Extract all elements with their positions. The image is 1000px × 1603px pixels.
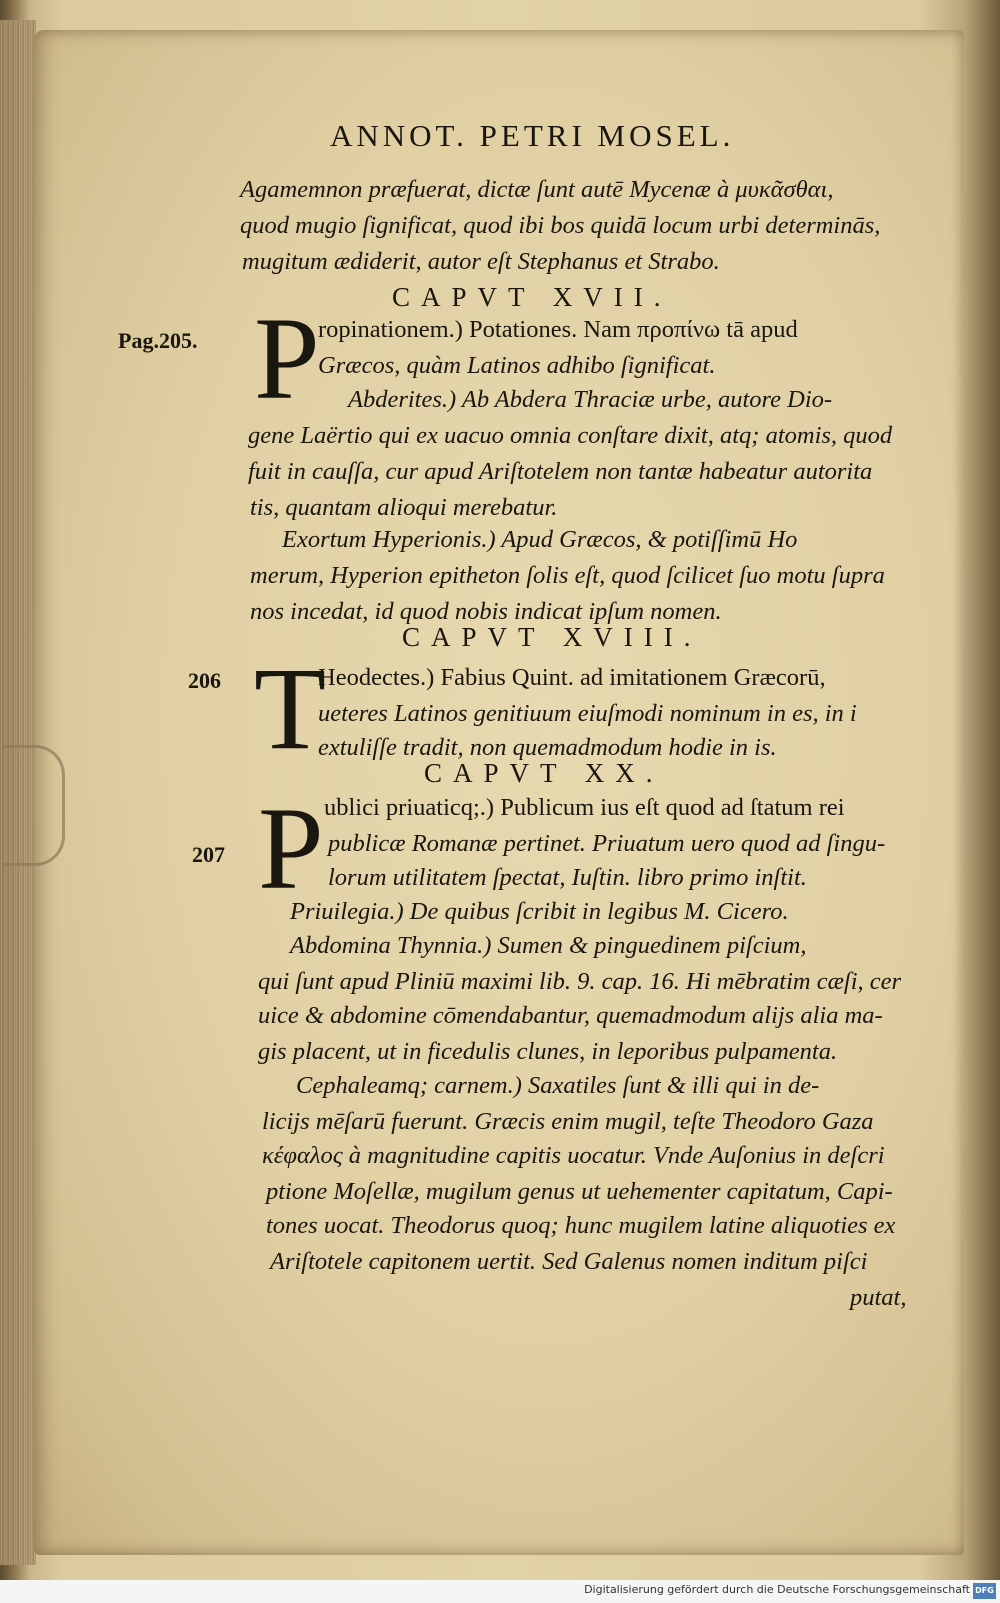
- text-line: tones uocat. Theodorus quoq; hunc mugilem latine aliquoties ex: [266, 1212, 896, 1239]
- chapter-heading: CAPVT XX.: [424, 758, 664, 788]
- text-line: licijs mēſarū fuerunt. Græcis enim mugil, teſte Theodoro Gaza: [262, 1108, 874, 1135]
- text-line: ptione Moſellæ, mugilum genus ut uehementer capitatum, Capi-: [266, 1178, 893, 1205]
- chapter-heading: CAPVT XVII.: [392, 282, 672, 312]
- margin-page-ref: 207: [192, 842, 225, 867]
- text-line: tis, quantam alioqui merebatur.: [250, 494, 558, 521]
- drop-cap-initial: T: [254, 643, 327, 774]
- drop-cap-initial: P: [258, 783, 324, 914]
- margin-page-ref: 206: [188, 668, 221, 693]
- text-line: merum, Hyperion epitheton ſolis eſt, quod ſcilicet ſuo motu ſupra: [250, 562, 885, 589]
- text-line: Abderites.) Ab Abdera Thraciæ urbe, autore Dio-: [348, 386, 833, 413]
- running-title: ANNOT. PETRI MOSEL.: [330, 118, 735, 153]
- text-line: Priuilegia.) De quibus ſcribit in legibus M. Cicero.: [290, 898, 789, 925]
- text-line: Abdomina Thynnia.) Sumen & pinguedinem piſcium,: [290, 932, 807, 959]
- text-line: qui ſunt apud Pliniū maximi lib. 9. cap. 16. Hi mēbratim cæſi, cer: [258, 968, 902, 995]
- footer-bar: [0, 1580, 1000, 1603]
- text-line: κέφαλος à magnitudine capitis uocatur. Vnde Auſonius in deſcri: [262, 1142, 885, 1169]
- text-line: Græcos, quàm Latinos adhibo ſignificat.: [318, 352, 716, 379]
- text-line: gis placent, ut in ficedulis clunes, in leporibus pulpamenta.: [258, 1038, 838, 1065]
- text-line: Agamemnon præfuerat, dictæ ſunt autē Mycenæ à μυκᾶσθαι,: [240, 176, 834, 203]
- text-line: Exortum Hyperionis.) Apud Græcos, & potiſſimū Ho: [282, 526, 798, 553]
- chapter-heading: CAPVT XVIII.: [402, 622, 702, 652]
- clasp-mark: [2, 745, 65, 866]
- funding-credit: Digitalisierung gefördert durch die Deutsche Forschungsgemeinschaft: [584, 1583, 970, 1596]
- text-line: mugitum ædiderit, autor eſt Stephanus et Strabo.: [242, 248, 720, 275]
- text-line: extuliſſe tradit, non quemadmodum hodie in is.: [318, 734, 777, 761]
- text-line: publicæ Romanæ pertinet. Priuatum uero quod ad ſingu-: [328, 830, 886, 857]
- text-line: ueteres Latinos genitiuum eiuſmodi nominum in es, in i: [318, 700, 857, 727]
- text-line: lorum utilitatem ſpectat, Iuſtin. libro primo inſtit.: [328, 864, 807, 891]
- text-line: Ariſtotele capitonem uertit. Sed Galenus nomen inditum piſci: [270, 1248, 868, 1275]
- text-line: fuit in cauſſa, cur apud Ariſtotelem non tantæ habeatur autorita: [248, 458, 873, 485]
- text-line: gene Laërtio qui ex uacuo omnia conſtare dixit, atq; atomis, quod: [248, 422, 893, 449]
- text-line: quod mugio ſignificat, quod ibi bos quidā locum urbi determinās,: [240, 212, 881, 239]
- text-line: Cephaleamq; carnem.) Saxatiles ſunt & illi qui in de-: [296, 1072, 820, 1099]
- text-line: ublici priuaticq;.) Publicum ius eſt quod ad ſtatum rei: [324, 794, 845, 821]
- text-line: ropinationem.) Potationes. Nam προπίνω tā apud: [318, 316, 798, 343]
- catchword: putat,: [850, 1284, 907, 1311]
- text-line: uice & abdomine cōmendabantur, quemadmodum alijs alia ma-: [258, 1002, 883, 1029]
- text-line: nos incedat, id quod nobis indicat ipſum nomen.: [250, 598, 722, 625]
- dfg-logo: DFG: [973, 1583, 996, 1599]
- text-line: Heodectes.) Fabius Quint. ad imitationem Græcorū,: [318, 664, 826, 691]
- margin-page-ref: Pag.205.: [118, 328, 198, 353]
- drop-cap-initial: P: [254, 293, 320, 424]
